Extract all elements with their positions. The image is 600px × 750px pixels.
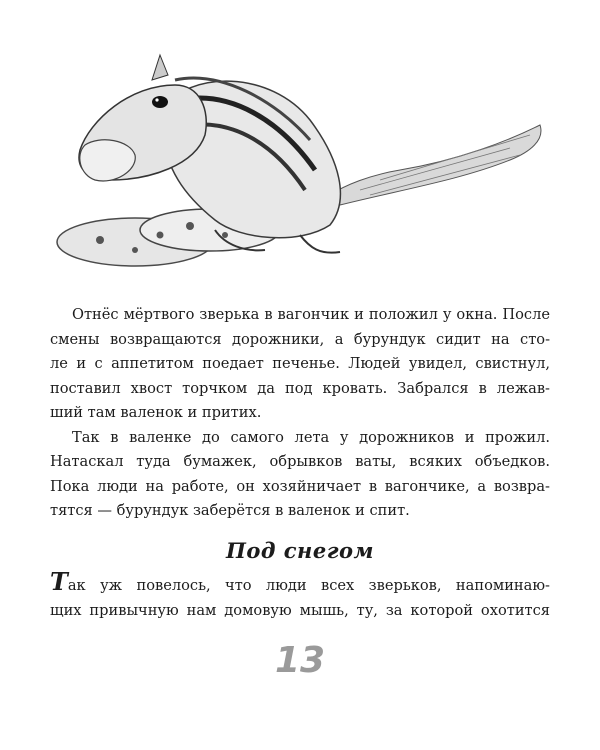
text-line: поставил хвост торчком да под кровать. Забрался в лежав-: [50, 379, 550, 397]
text-line: ший там валенок и притих.: [50, 404, 262, 421]
text-line: Так в валенке до самого лета у дорожников и прожил.: [72, 428, 550, 446]
paragraph-2: [50, 426, 550, 524]
text-line: ле и с аппетитом поедает печенье. Людей увидел, свистнул,: [50, 355, 550, 372]
section-text: [50, 567, 550, 623]
text-line-rest: ак уж повелось, что люди всех зверьков, напоминаю-: [67, 577, 550, 594]
paragraph-1: [50, 303, 550, 426]
body-text: [50, 303, 550, 524]
text-line: щих привычную нам домовую мышь, ту, за которой охотится: [50, 601, 550, 619]
text-line: тятся — бурундук заберётся в валенок и спит.: [50, 502, 410, 519]
text-line: смены возвращаются дорожники, а бурундук сидит на сто-: [50, 330, 550, 348]
text-line: Пока люди на работе, он хозяйничает в вагончике, а возвра-: [50, 477, 550, 495]
text-line: Отнёс мёртвого зверька в вагончик и положил у окна. После: [72, 306, 550, 323]
section-title: Под снегом: [225, 538, 374, 563]
text-line: Натаскал туда бумажек, обрывков ваты, всяких объедков.: [50, 453, 550, 470]
page-number: 13: [274, 640, 326, 681]
chipmunk-illustration: [40, 30, 560, 285]
chipmunk-eating-cookie-icon: [40, 30, 560, 285]
drop-cap: Т: [50, 567, 68, 596]
text-line: [50, 567, 550, 599]
